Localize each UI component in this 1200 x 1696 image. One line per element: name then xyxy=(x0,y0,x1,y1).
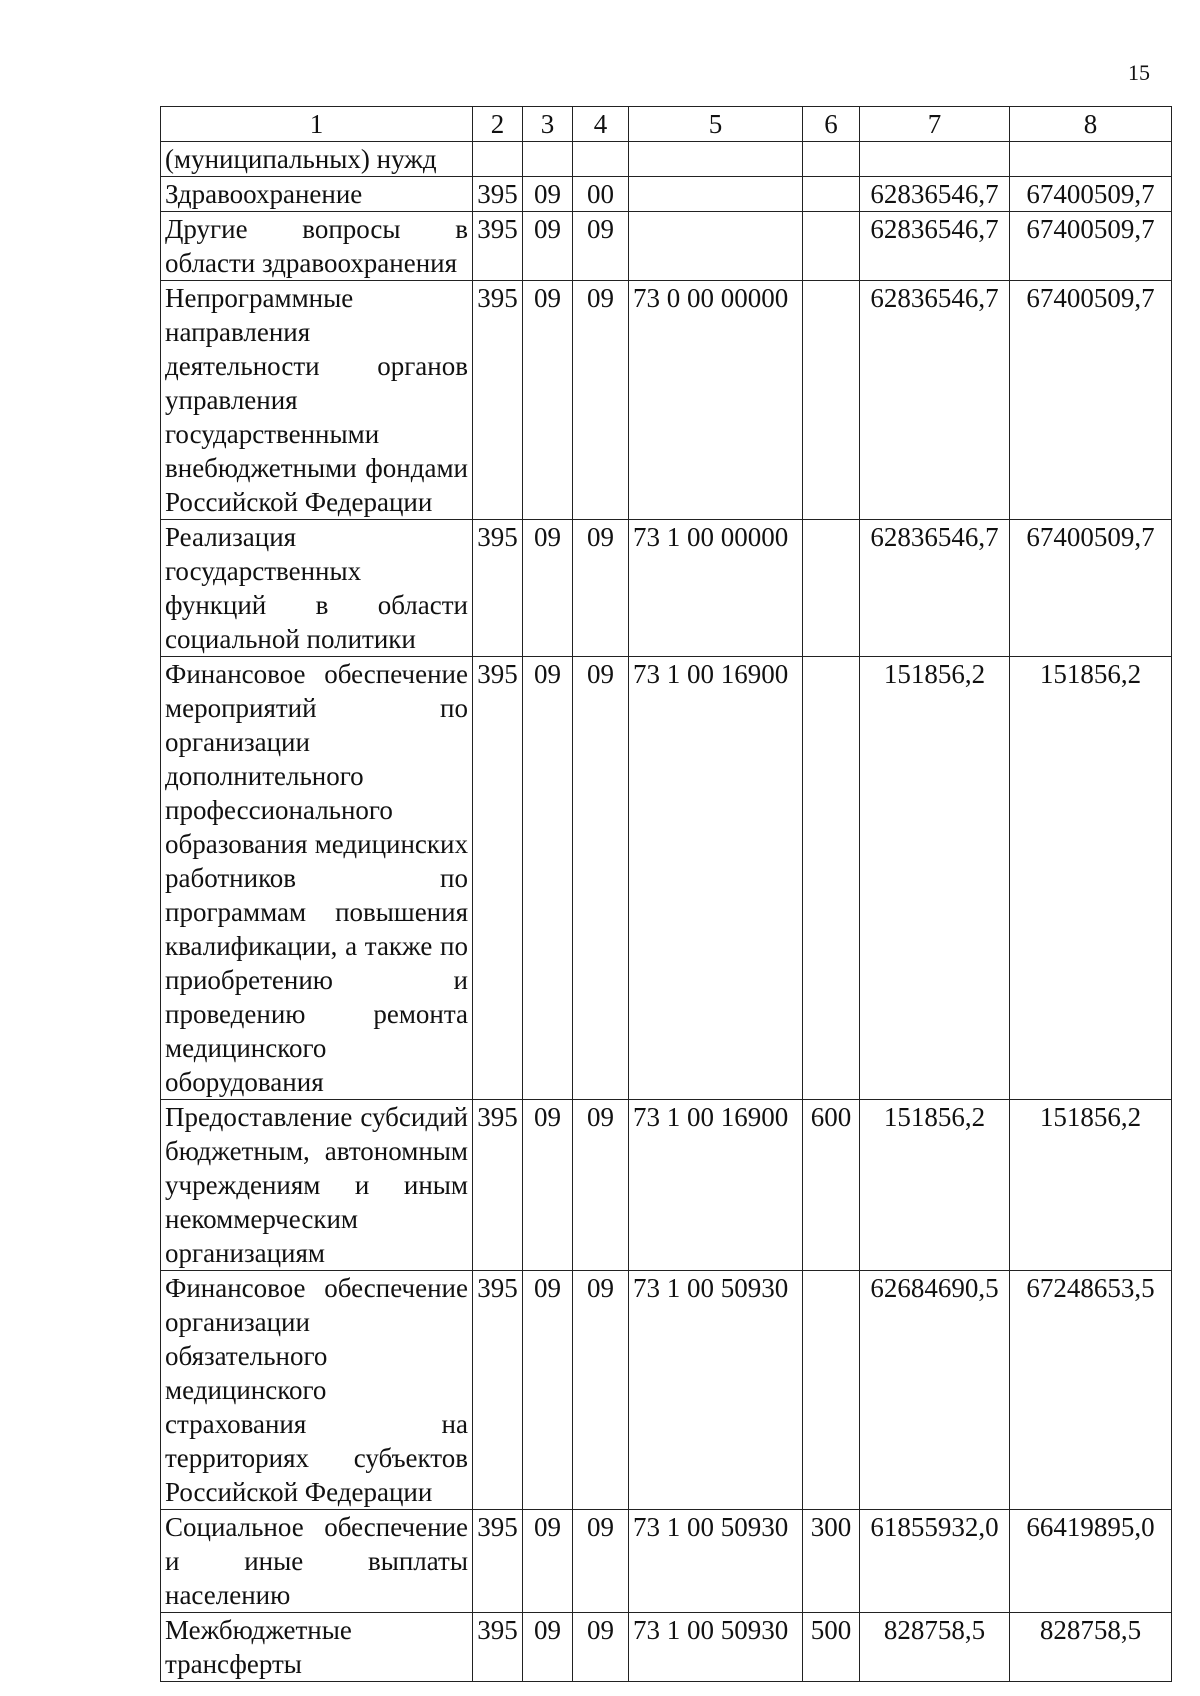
column-header: 4 xyxy=(573,107,629,142)
cell-col7: 151856,2 xyxy=(860,657,1010,1100)
cell-col7: 62836546,7 xyxy=(860,520,1010,657)
table-row xyxy=(161,1271,1172,1510)
cell-col4: 09 xyxy=(573,1100,629,1271)
row-name: Непрограммные направления деятельности органов управления государственными внебюджетными фондами Российской Федерации xyxy=(161,281,473,520)
cell-col8: 67400509,7 xyxy=(1010,212,1172,281)
table-row xyxy=(161,281,1172,520)
table-row xyxy=(161,142,1172,177)
budget-table xyxy=(160,106,1172,1682)
cell-col3: 09 xyxy=(523,1510,573,1613)
column-header: 5 xyxy=(629,107,803,142)
table-row xyxy=(161,177,1172,212)
cell-col4: 09 xyxy=(573,520,629,657)
cell-col6 xyxy=(803,1271,860,1510)
cell-col5: 73 1 00 16900 xyxy=(629,1100,803,1271)
cell-col7: 62836546,7 xyxy=(860,177,1010,212)
cell-col5: 73 1 00 50930 xyxy=(629,1613,803,1682)
cell-col6: 300 xyxy=(803,1510,860,1613)
cell-col8: 66419895,0 xyxy=(1010,1510,1172,1613)
cell-col6: 500 xyxy=(803,1613,860,1682)
cell-col2: 395 xyxy=(473,281,523,520)
row-name: Межбюджетные трансферты xyxy=(161,1613,473,1682)
row-name: Финансовое обеспечение мероприятий по организации дополнительного профессионального образования медицинских работников по программам повышения квалификации, а также по приобретению и проведению ремонта медицинского оборудования xyxy=(161,657,473,1100)
column-header: 6 xyxy=(803,107,860,142)
cell-col5 xyxy=(629,142,803,177)
cell-col6 xyxy=(803,142,860,177)
row-name: (муниципальных) нужд xyxy=(161,142,473,177)
cell-col5: 73 1 00 50930 xyxy=(629,1271,803,1510)
cell-col2: 395 xyxy=(473,657,523,1100)
row-name: Другие вопросы в области здравоохранения xyxy=(161,212,473,281)
cell-col2: 395 xyxy=(473,1271,523,1510)
table-row xyxy=(161,1510,1172,1613)
cell-col3: 09 xyxy=(523,281,573,520)
cell-col3: 09 xyxy=(523,1271,573,1510)
row-name: Здравоохранение xyxy=(161,177,473,212)
cell-col2 xyxy=(473,142,523,177)
row-name: Финансовое обеспечение организации обязательного медицинского страхования на территориях субъектов Российской Федерации xyxy=(161,1271,473,1510)
cell-col4: 09 xyxy=(573,1510,629,1613)
cell-col2: 395 xyxy=(473,1100,523,1271)
cell-col2: 395 xyxy=(473,177,523,212)
cell-col3: 09 xyxy=(523,1613,573,1682)
table-row xyxy=(161,212,1172,281)
cell-col8 xyxy=(1010,142,1172,177)
cell-col6 xyxy=(803,177,860,212)
cell-col6 xyxy=(803,520,860,657)
header-row xyxy=(161,107,1172,142)
cell-col6 xyxy=(803,212,860,281)
page-number: 15 xyxy=(1128,60,1150,85)
column-header: 2 xyxy=(473,107,523,142)
cell-col8: 151856,2 xyxy=(1010,657,1172,1100)
cell-col7: 61855932,0 xyxy=(860,1510,1010,1613)
cell-col7 xyxy=(860,142,1010,177)
cell-col5: 73 1 00 00000 xyxy=(629,520,803,657)
cell-col4: 00 xyxy=(573,177,629,212)
cell-col7: 62836546,7 xyxy=(860,281,1010,520)
row-name: Предоставление субсидий бюджетным, автономным учреждениям и иным некоммерческим организациям xyxy=(161,1100,473,1271)
cell-col2: 395 xyxy=(473,1510,523,1613)
cell-col6 xyxy=(803,281,860,520)
cell-col8: 67400509,7 xyxy=(1010,520,1172,657)
cell-col2: 395 xyxy=(473,212,523,281)
cell-col2: 395 xyxy=(473,520,523,657)
cell-col5 xyxy=(629,177,803,212)
row-name: Социальное обеспечение и иные выплаты населению xyxy=(161,1510,473,1613)
cell-col3: 09 xyxy=(523,177,573,212)
cell-col2: 395 xyxy=(473,1613,523,1682)
cell-col8: 828758,5 xyxy=(1010,1613,1172,1682)
cell-col4: 09 xyxy=(573,1271,629,1510)
cell-col3: 09 xyxy=(523,657,573,1100)
cell-col4 xyxy=(573,142,629,177)
cell-col8: 67248653,5 xyxy=(1010,1271,1172,1510)
table-row xyxy=(161,657,1172,1100)
cell-col3: 09 xyxy=(523,212,573,281)
cell-col5: 73 1 00 50930 xyxy=(629,1510,803,1613)
cell-col4: 09 xyxy=(573,1613,629,1682)
cell-col7: 828758,5 xyxy=(860,1613,1010,1682)
cell-col3 xyxy=(523,142,573,177)
cell-col4: 09 xyxy=(573,281,629,520)
cell-col3: 09 xyxy=(523,520,573,657)
cell-col3: 09 xyxy=(523,1100,573,1271)
table-row xyxy=(161,520,1172,657)
column-header: 3 xyxy=(523,107,573,142)
row-name: Реализация государственных функций в области социальной политики xyxy=(161,520,473,657)
cell-col6: 600 xyxy=(803,1100,860,1271)
cell-col7: 62836546,7 xyxy=(860,212,1010,281)
column-header: 1 xyxy=(161,107,473,142)
cell-col8: 67400509,7 xyxy=(1010,281,1172,520)
table-row xyxy=(161,1613,1172,1682)
cell-col6 xyxy=(803,657,860,1100)
cell-col5 xyxy=(629,212,803,281)
cell-col8: 151856,2 xyxy=(1010,1100,1172,1271)
cell-col7: 151856,2 xyxy=(860,1100,1010,1271)
table-row xyxy=(161,1100,1172,1271)
column-header: 8 xyxy=(1010,107,1172,142)
cell-col4: 09 xyxy=(573,212,629,281)
column-header: 7 xyxy=(860,107,1010,142)
cell-col5: 73 1 00 16900 xyxy=(629,657,803,1100)
cell-col7: 62684690,5 xyxy=(860,1271,1010,1510)
cell-col8: 67400509,7 xyxy=(1010,177,1172,212)
cell-col5: 73 0 00 00000 xyxy=(629,281,803,520)
cell-col4: 09 xyxy=(573,657,629,1100)
